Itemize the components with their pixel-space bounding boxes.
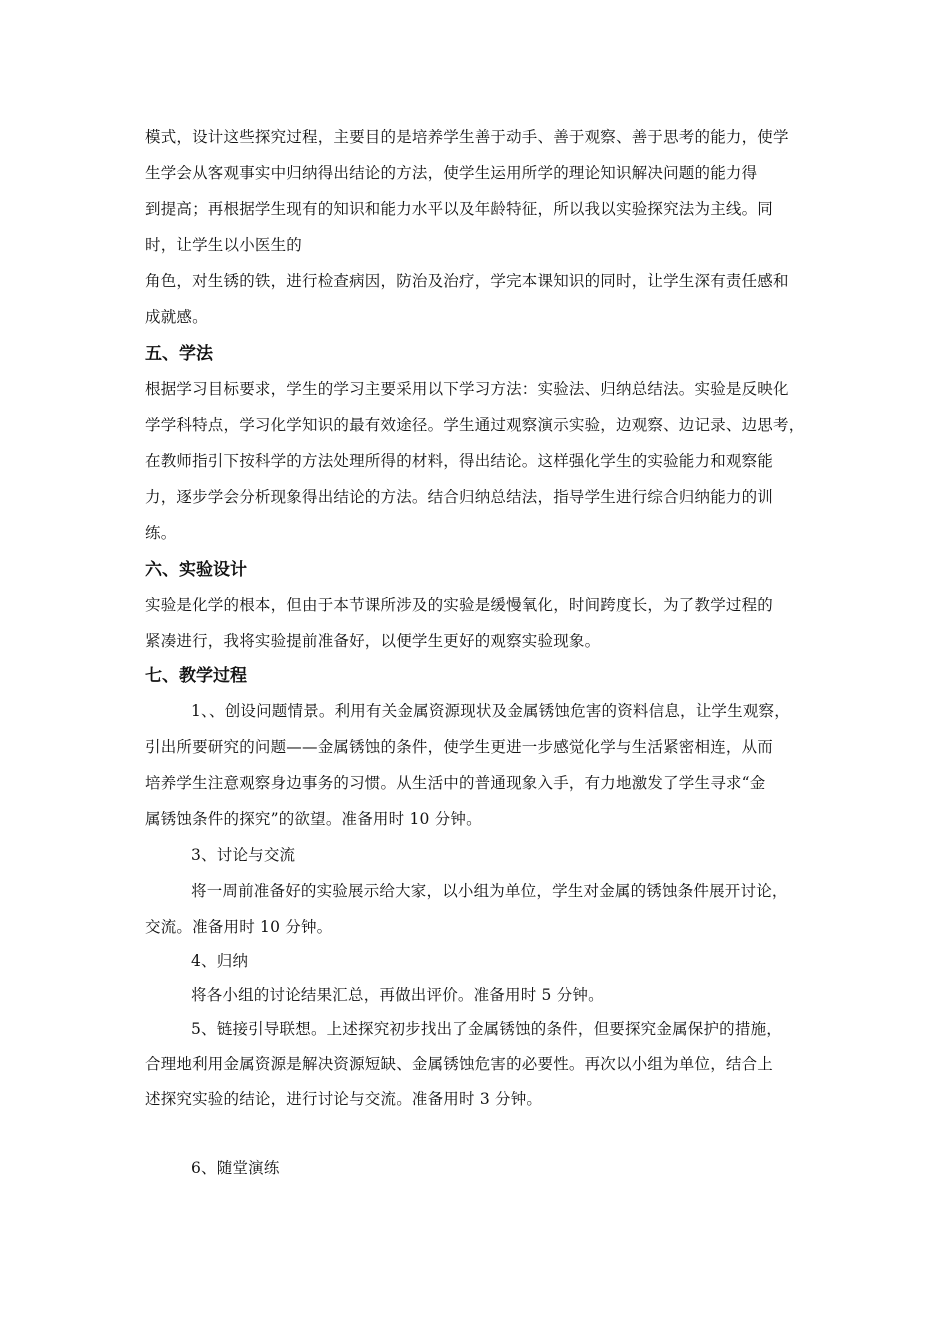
- paragraph-line: 生学会从客观事实中归纳得出结论的方法，使学生运用所学的理论知识解决问题的能力得: [145, 164, 758, 182]
- paragraph-line: 1、、创设问题情景。利用有关金属资源现状及金属锈蚀危害的资料信息，让学生观察，: [191, 702, 790, 720]
- section-heading: 六、实验设计: [145, 560, 247, 580]
- paragraph-line: 练。: [145, 524, 177, 542]
- paragraph-line: 实验是化学的根本，但由于本节课所涉及的实验是缓慢氧化，时间跨度长，为了教学过程的: [145, 596, 774, 614]
- paragraph-line: 交流。准备用时 10 分钟。: [145, 918, 333, 936]
- step-title: 6、随堂演练: [191, 1159, 280, 1177]
- paragraph-line: 角色，对生锈的铁，进行检查病因，防治及治疗，学完本课知识的同时，让学生深有责任感和: [145, 272, 789, 290]
- paragraph-line: 根据学习目标要求，学生的学习主要采用以下学习方法：实验法、归纳总结法。实验是反映化: [145, 380, 789, 398]
- paragraph-line: 力，逐步学会分析现象得出结论的方法。结合归纳总结法，指导学生进行综合归纳能力的训: [145, 488, 774, 506]
- paragraph-line: 成就感。: [145, 308, 208, 326]
- paragraph-line: 在教师指引下按科学的方法处理所得的材料，得出结论。这样强化学生的实验能力和观察能: [145, 452, 774, 470]
- paragraph-line: 到提高；再根据学生现有的知识和能力水平以及年龄特征，所以我以实验探究法为主线。同: [145, 200, 774, 218]
- section-heading: 五、学法: [145, 344, 213, 364]
- paragraph-line: 属锈蚀条件的探究”的欲望。准备用时 10 分钟。: [145, 810, 482, 828]
- paragraph-line: 培养学生注意观察身边事务的习惯。从生活中的普通现象入手，有力地激发了学生寻求“金: [145, 774, 766, 792]
- paragraph-line: 将一周前准备好的实验展示给大家，以小组为单位，学生对金属的锈蚀条件展开讨论，: [191, 882, 788, 900]
- section-heading: 七、教学过程: [145, 666, 247, 686]
- paragraph-line: 述探究实验的结论，进行讨论与交流。准备用时 3 分钟。: [145, 1090, 543, 1108]
- paragraph-line: 时，让学生以小医生的: [145, 236, 303, 254]
- step-title: 3、讨论与交流: [191, 846, 296, 864]
- paragraph-line: 合理地利用金属资源是解决资源短缺、金属锈蚀危害的必要性。再次以小组为单位，结合上: [145, 1055, 774, 1073]
- paragraph-line: 引出所要研究的问题——金属锈蚀的条件，使学生更进一步感觉化学与生活紧密相连，从而: [145, 738, 774, 756]
- paragraph-line: 学学科特点，学习化学知识的最有效途径。学生通过观察演示实验，边观察、边记录、边思考，: [145, 416, 805, 434]
- paragraph-line: 将各小组的讨论结果汇总，再做出评价。准备用时 5 分钟。: [191, 986, 604, 1004]
- paragraph-line: 模式，设计这些探究过程，主要目的是培养学生善于动手、善于观察、善于思考的能力，使学: [145, 128, 789, 146]
- paragraph-line: 紧凑进行，我将实验提前准备好，以便学生更好的观察实验现象。: [145, 632, 601, 650]
- step-title: 4、归纳: [191, 952, 249, 970]
- paragraph-line: 5、链接引导联想。上述探究初步找出了金属锈蚀的条件，但要探究金属保护的措施，: [191, 1020, 782, 1038]
